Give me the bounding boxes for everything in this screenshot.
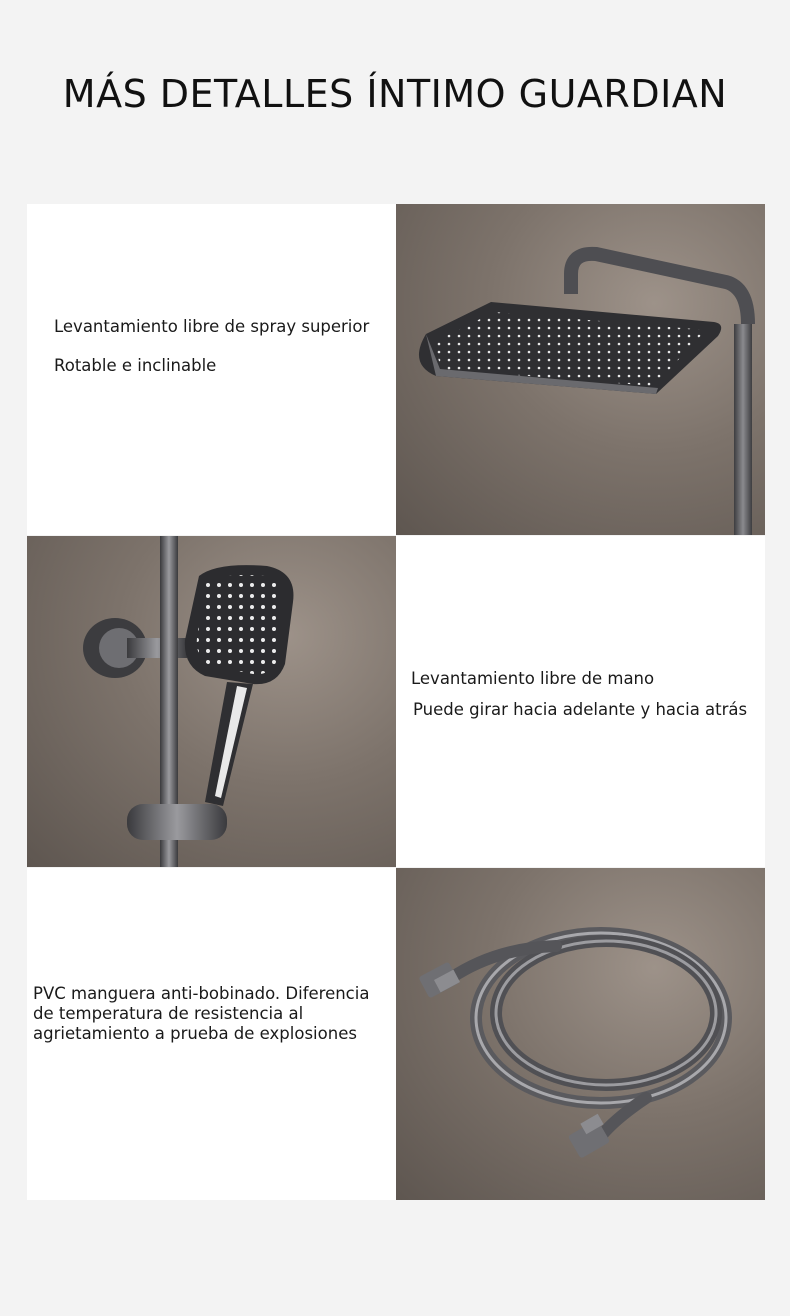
- row2-line1: Levantamiento libre de mano: [411, 669, 655, 688]
- overhead-shower-photo: [396, 204, 765, 535]
- handheld-shower-icon: [27, 536, 396, 867]
- row3-line1: PVC manguera anti-bobinado. Diferencia: [33, 984, 370, 1003]
- row3-paragraph: [33, 984, 393, 1044]
- page-title: MÁS DETALLES ÍNTIMO GUARDIAN: [62, 72, 728, 116]
- row3-line3: agrietamiento a prueba de explosiones: [33, 1024, 357, 1043]
- row2-line2: Puede girar hacia adelante y hacia atrás: [413, 700, 748, 719]
- row1-text-panel: [27, 204, 396, 535]
- row1-line1: Levantamiento libre de spray superior: [54, 317, 370, 336]
- handheld-shower-photo: [27, 536, 396, 867]
- row1-line2: Rotable e inclinable: [54, 356, 217, 375]
- shower-hose-icon: [396, 868, 765, 1200]
- row2-text-panel: [396, 536, 765, 867]
- shower-hose-photo: [396, 868, 765, 1200]
- overhead-shower-head-icon: [396, 204, 765, 535]
- row3-line2: de temperatura de resistencia al: [33, 1004, 304, 1023]
- row3-text-panel: [27, 868, 396, 1200]
